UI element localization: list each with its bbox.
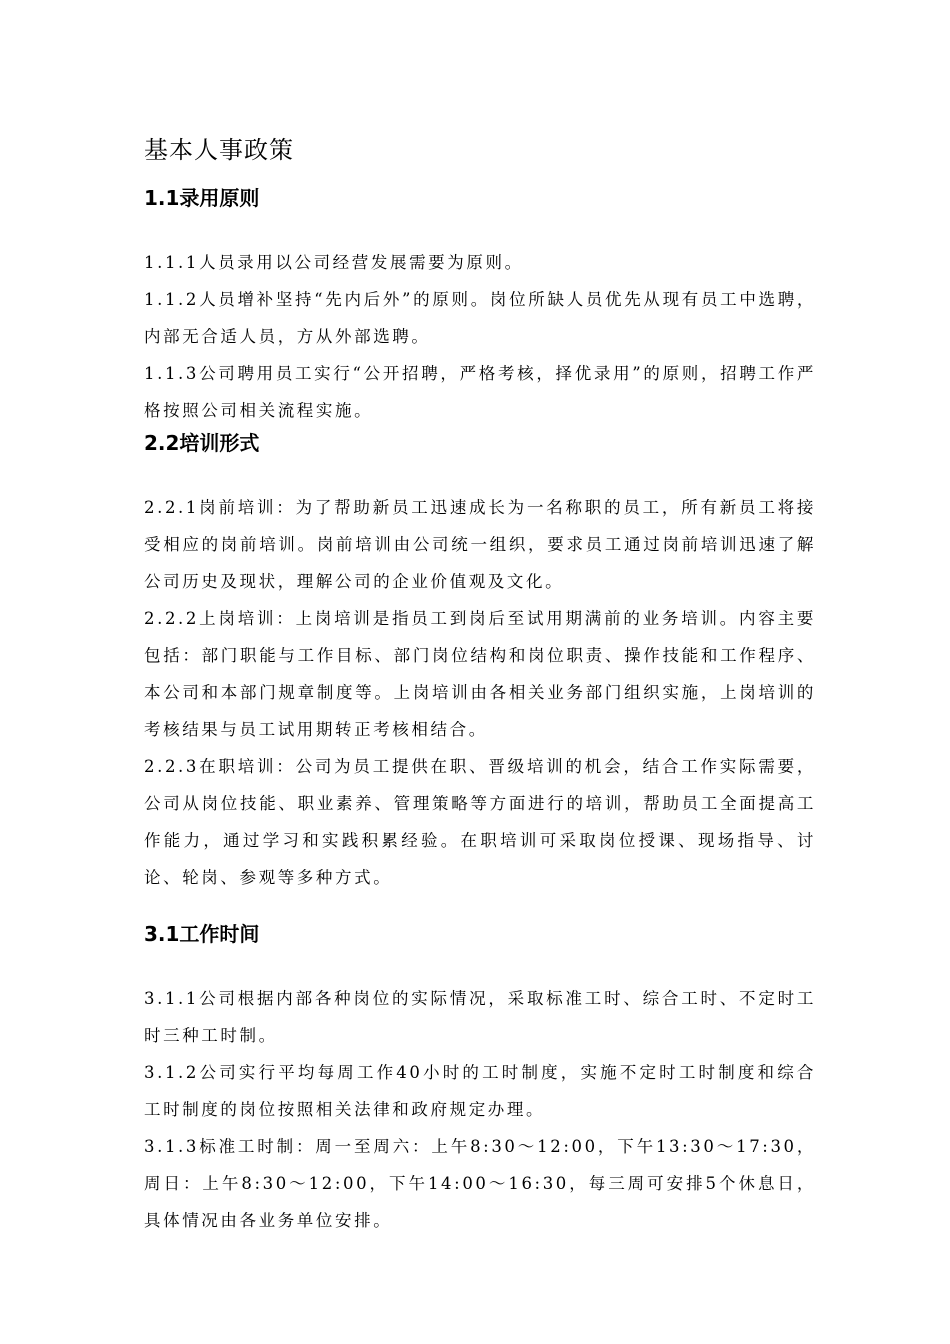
section-heading: 3.1工作时间 — [144, 922, 260, 946]
section-training — [144, 425, 816, 896]
section-body — [144, 980, 816, 1239]
paragraph: 2.2.2上岗培训：上岗培训是指员工到岗后至试用期满前的业务培训。内容主要包括：部门职能与工作目标、部门岗位结构和岗位职责、操作技能和工作程序、本公司和本部门规章制度等。上岗培训由各相关业务部门组织实施，上岗培训的考核结果与员工试用期转正考核相结合。 — [144, 609, 816, 739]
paragraph: 3.1.2公司实行平均每周工作40小时的工时制度，实施不定时工时制度和综合工时制度的岗位按照相关法律和政府规定办理。 — [144, 1063, 816, 1119]
paragraph: 2.2.3在职培训：公司为员工提供在职、晋级培训的机会，结合工作实际需要，公司从岗位技能、职业素养、管理策略等方面进行的培训，帮助员工全面提高工作能力，通过学习和实践积累经验。在职培训可采取岗位授课、现场指导、讨论、轮岗、参观等多种方式。 — [144, 757, 816, 887]
section-heading: 2.2培训形式 — [144, 431, 260, 455]
document-title: 基本人事政策 — [144, 136, 294, 164]
section-working-hours — [144, 916, 816, 1239]
paragraph: 2.2.1岗前培训：为了帮助新员工迅速成长为一名称职的员工，所有新员工将接受相应的岗前培训。岗前培训由公司统一组织，要求员工通过岗前培训迅速了解公司历史及现状，理解公司的企业价值观及文化。 — [144, 498, 816, 591]
section-heading: 1.1录用原则 — [144, 186, 260, 210]
section-body — [144, 244, 816, 429]
document-page — [144, 128, 816, 1239]
paragraph: 1.1.2人员增补坚持“先内后外”的原则。岗位所缺人员优先从现有员工中选聘，内部无合适人员，方从外部选聘。 — [144, 290, 816, 346]
paragraph: 3.1.1公司根据内部各种岗位的实际情况，采取标准工时、综合工时、不定时工时三种工时制。 — [144, 989, 816, 1045]
section-recruitment — [144, 180, 816, 429]
paragraph: 1.1.3公司聘用员工实行“公开招聘，严格考核，择优录用”的原则，招聘工作严格按照公司相关流程实施。 — [144, 364, 816, 420]
section-body — [144, 489, 816, 896]
paragraph: 3.1.3标准工时制：周一至周六：上午8:30～12:00，下午13:30～17:30，周日：上午8:30～12:00，下午14:00～16:30，每三周可安排5个休息日，具体情况由各业务单位安排。 — [144, 1137, 816, 1230]
paragraph: 1.1.1人员录用以公司经营发展需要为原则。 — [144, 253, 524, 272]
